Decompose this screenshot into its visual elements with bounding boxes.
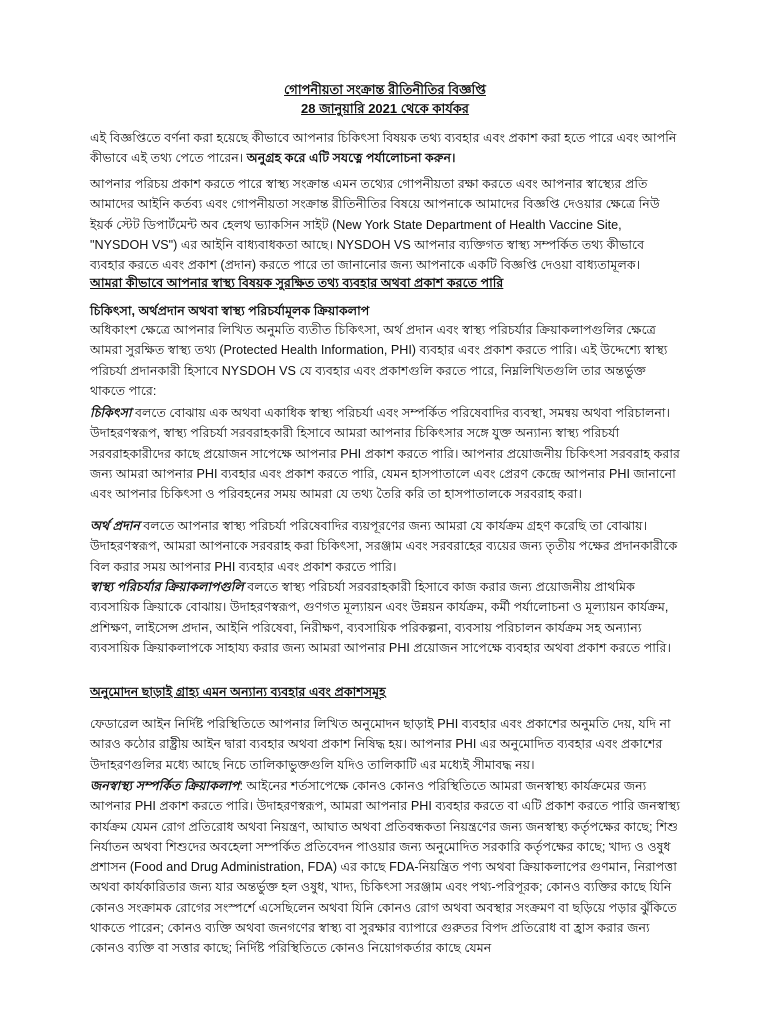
treatment-term: চিকিৎসা [90, 406, 132, 420]
intro-emphasis: অনুগ্রহ করে এটি সযত্নে পর্যালোচনা করুন। [246, 151, 456, 166]
payment-term: অর্থ প্রদান [90, 519, 140, 533]
section-heading-uses: আমরা কীভাবে আপনার স্বাস্থ্য বিষয়ক সুরক্ষিত তথ্য ব্যবহার অথবা প্রকাশ করতে পারি [90, 276, 504, 290]
treatment-text: বলতে বোঝায় এক অথবা একাধিক স্বাস্থ্য পরিচর্যা এবং সম্পর্কিত পরিষেবাদির ব্যবস্থা, সমন্বয় অথবা পরিচালনা। উদাহরণস্বরূপ, স্বাস্থ্য পরিচর্যা সরবরাহকারী হিসাবে আমরা আপনার চিকিৎসার সঙ্গে যুক্ত অন্যান্য স্বাস্থ্য পরিচর্যা সরবরাহকারীদের কাছে প্রয়োজন সাপেক্ষে আপনার PHI প্রকাশ করতে পারি। আপনার প্রয়োজনীয় চিকিৎসা সরবরাহ করার জন্য আমরা আপনার PHI ব্যবহার এবং প্রকাশ করতে পারি, যেমন হাসপাতালে এবং প্রেরণ কেন্দ্রে আপনার PHI জানানো এবং আপনার চিকিৎসা ও পরিবহনের সময় আমরা যে তথ্য তৈরি করি তা হাসপাতালকে সরবরাহ করা। [90, 406, 680, 502]
tpo-paragraph: অধিকাংশ ক্ষেত্রে আপনার লিখিত অনুমতি ব্যতীত চিকিৎসা, অর্থ প্রদান এবং স্বাস্থ্য পরিচর্যার ক্রিয়াকলাপগুলির ক্ষেত্রে আমরা সুরক্ষিত স্বাস্থ্য তথ্য (Protected Health Information, PHI) ব্যবহার এবং প্রকাশ করতে পারি। এই উদ্দেশ্যে স্বাস্থ্য পরিচর্যা প্রদানকারী হিসাবে NYSDOH VS যে ব্যবহার এবং প্রকাশগুলি করতে পারে, নিম্নলিখিতগুলি তার অন্তর্ভুক্ত থাকতে পারে: [90, 323, 668, 398]
intro-text: এই বিজ্ঞপ্তিতে বর্ণনা করা হয়েছে কীভাবে আপনার চিকিৎসা বিষয়ক তথ্য ব্যবহার এবং প্রকাশ করা হতে পারে এবং আপনি কীভাবে এই তথ্য পেতে পারেন। [90, 131, 677, 166]
operations-term: স্বাস্থ্য পরিচর্যার ক্রিয়াকলাপগুলি [90, 580, 244, 594]
operations-paragraph [90, 577, 682, 658]
document-title: গোপনীয়তা সংক্রান্ত রীতিনীতির বিজ্ঞপ্তি [284, 82, 486, 97]
tpo-heading: চিকিৎসা, অর্থপ্রদান অথবা স্বাস্থ্য পরিচর্যামূলক ক্রিয়াকলাপ [90, 304, 370, 318]
payment-paragraph [90, 516, 682, 577]
public-health-term: জনস্বাস্থ্য সম্পর্কিত ক্রিয়াকলাপ [90, 779, 240, 793]
public-health-text: : আইনের শর্তসাপেক্ষে কোনও কোনও পরিস্থিতিতে আমরা জনস্বাস্থ্য কার্যক্রমের জন্য আপনার PHI প্রকাশ করতে পারি। উদাহরণস্বরূপ, আমরা আপনার PHI ব্যবহার করতে বা এটি প্রকাশ করতে পারি জনস্বাস্থ্য কার্যক্রম যেমন রোগ প্রতিরোধ অথবা নিয়ন্ত্রণ, আঘাত অথবা প্রতিবন্ধকতা নিয়ন্ত্রণের জন্য জনস্বাস্থ্য কর্তৃপক্ষের কাছে; শিশু নির্যাতন অথবা শিশুদের অবহেলা সম্পর্কিত প্রতিবেদন পাওয়ার জন্য অনুমোদিত সরকারি কর্তৃপক্ষের কাছে; খাদ্য ও ওষুধ প্রশাসন (Food and Drug Administration, FDA) এর কাছে FDA-নিয়ন্ত্রিত পণ্য অথবা ক্রিয়াকলাপের গুণমান, নিরাপত্তা অথবা কার্যকারিতার জন্য যার অন্তর্ভুক্ত হল ওষুধ, খাদ্য, চিকিৎসা সরঞ্জাম এবং পথ্য-পরিপূরক; কোনও ব্যক্তির কাছে যিনি কোনও সংক্রামক রোগের সংস্পর্শে এসেছিলেন অথবা যিনি কোনও রোগ অথবা অবস্থার সংক্রমণ বা ছড়িয়ে পড়ার ঝুঁকিতে থাকতে পারেন; কোনও ব্যক্তি অথবা জনগণের স্বাস্থ্য বা সুরক্ষার ব্যাপারে গুরুতর বিপদ প্রতিরোধ বা হ্রাস করার জন্য কোনও ব্যক্তি বা সত্তার কাছে; নির্দিষ্ট পরিস্থিতিতে কোনও নিয়োগকর্তার কাছে যেমন [90, 779, 681, 956]
effective-date: 28 জানুয়ারি 2021 থেকে কার্যকর [301, 101, 469, 116]
operations-text: বলতে স্বাস্থ্য পরিচর্যা সরবরাহকারী হিসাবে কাজ করার জন্য প্রয়োজনীয় প্রাথমিক ব্যবসায়িক ক্রিয়াকে বোঝায়। উদাহরণস্বরূপ, গুণগত মূল্যায়ন এবং উন্নয়ন কার্যক্রম, কর্মী পর্যালোচনা ও মূল্যায়ন কার্যক্রম, প্রশিক্ষণ, লাইসেন্স প্রদান, আইনি পরিষেবা, নিরীক্ষণ, ব্যবসায়িক পরিকল্পনা, ব্যবসায় পরিচালন কার্যক্রম সহ অন্যান্য ব্যবসায়িক ক্রিয়াকলাপকে সাহায্য করার জন্য আমরা আপনার PHI প্রয়োজন সাপেক্ষে ব্যবহার অথবা প্রকাশ করতে পারি। [90, 580, 671, 655]
obligation-paragraph: আপনার পরিচয় প্রকাশ করতে পারে স্বাস্থ্য সংক্রান্ত এমন তথ্যের গোপনীয়তা রক্ষা করতে এবং আপনার স্বাস্থ্যের প্রতি আমাদের আইনি কর্তব্য এবং গোপনীয়তা সংক্রান্ত রীতিনীতির বিষয়ে আপনাকে আমাদের বিজ্ঞপ্তি দেওয়ার ক্ষেত্রে নিউ ইয়র্ক স্টেট ডিপার্টমেন্ট অব হেলথ ভ্যাকসিন সাইট (New York State Department of Health Vaccine Site, "NYSDOH VS") এর আইনি বাধ্যবাধকতা আছে। NYSDOH VS আপনার ব্যক্তিগত স্বাস্থ্য সম্পর্কিত তথ্য কীভাবে ব্যবহার করতে এবং প্রকাশ (প্রদান) করতে পারে তা জানানোর জন্য আপনাকে একটি বিজ্ঞপ্তি দেওয়া বাধ্যতামূলক। [90, 177, 660, 273]
other-uses-paragraph: ফেডারেল আইন নির্দিষ্ট পরিস্থিতিতে আপনার লিখিত অনুমোদন ছাড়াই PHI ব্যবহার এবং প্রকাশের অনুমতি দেয়, যদি না আরও কঠোর রাষ্ট্রীয় আইন দ্বারা ব্যবহার অথবা প্রকাশ নিষিদ্ধ হয়। আপনার PHI এর অনুমোদিত ব্যবহার এবং প্রকাশের উদাহরণগুলির মধ্যে আছে নিচে তালিকাভুক্তগুলি যদিও তালিকাটি এর মধ্যেই সীমাবদ্ধ নয়। [90, 717, 671, 772]
section-heading-other-uses: অনুমোদন ছাড়াই গ্রাহ্য এমন অন্যান্য ব্যবহার এবং প্রকাশসমূহ [90, 685, 386, 699]
intro-paragraph [90, 128, 682, 169]
public-health-paragraph [90, 776, 682, 959]
treatment-paragraph [90, 403, 682, 504]
payment-text: বলতে আপনার স্বাস্থ্য পরিচর্যা পরিষেবাদির ব্যয়পূরণের জন্য আমরা যে কার্যক্রম গ্রহণ করেছি তা বোঝায়। উদাহরণস্বরূপ, আমরা আপনাকে সরবরাহ করা চিকিৎসা, সরঞ্জাম এবং সরবরাহের ব্যয়ের জন্য তৃতীয় পক্ষের প্রদানকারীকে বিল করার সময় আপনার PHI ব্যবহার এবং প্রকাশ করতে পারি। [90, 519, 678, 574]
